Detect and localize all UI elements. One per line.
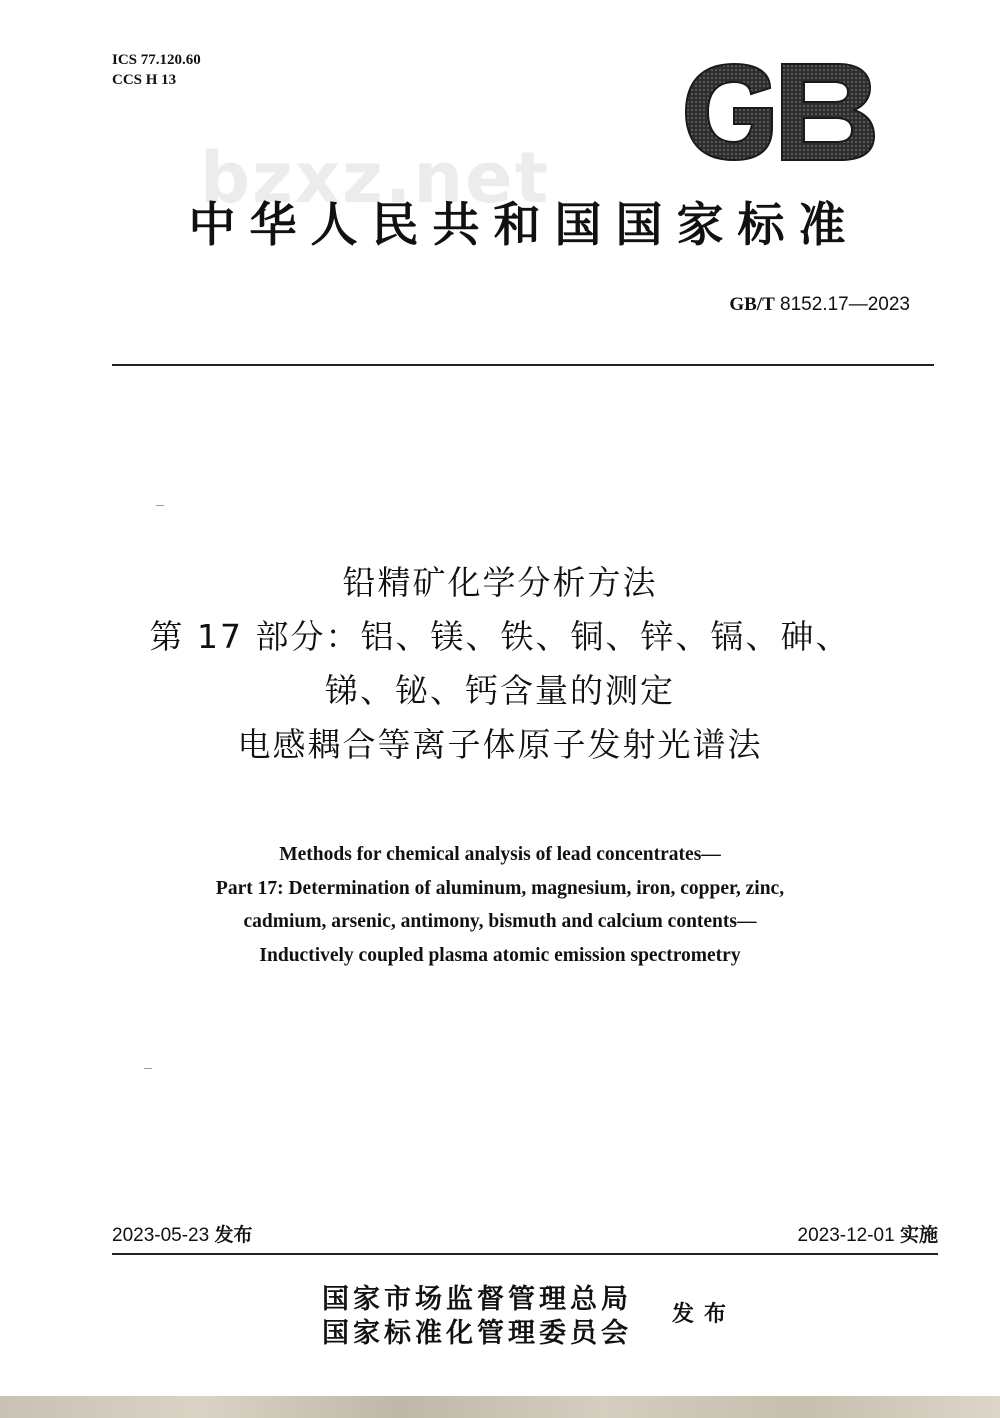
scan-speck [144, 1068, 152, 1069]
ccs-code: CCS H 13 [112, 72, 177, 88]
issue-date-value: 2023-05-23 [112, 1225, 210, 1246]
issue-date [112, 1222, 253, 1249]
chinese-title-line: 第 17 部分：铝、镁、铁、铜、锌、镉、砷、 [149, 617, 851, 656]
chinese-title-line: 锑、铋、钙含量的测定 [325, 671, 675, 710]
classification-codes [112, 50, 201, 90]
english-title-line: Methods for chemical analysis of lead concentrates— [279, 844, 721, 865]
english-title-line: Inductively coupled plasma atomic emission spectrometry [259, 944, 741, 966]
chinese-title [80, 556, 920, 772]
ics-code: ICS 77.120.60 [112, 52, 201, 68]
standard-number-value: 8152.17—2023 [780, 294, 910, 315]
issuer-org: 国家标准化管理委员会 [322, 1318, 632, 1349]
english-title-line: Part 17: Determination of aluminum, magnesium, iron, copper, zinc, [215, 877, 785, 899]
issue-date-label: 发布 [214, 1224, 253, 1246]
standard-number [729, 292, 910, 318]
implementation-date-value: 2023-12-01 [797, 1225, 895, 1246]
issuer-org: 国家市场监督管理总局 [322, 1284, 632, 1315]
issuing-organizations [322, 1283, 632, 1351]
gb-logo-letter-b [782, 64, 874, 160]
chinese-title-line: 电感耦合等离子体原子发射光谱法 [237, 725, 763, 764]
english-title-line: cadmium, arsenic, antimony, bismuth and calcium contents— [243, 911, 757, 932]
gb-logo-letter-g [686, 64, 772, 160]
implementation-date-label: 实施 [899, 1224, 938, 1246]
scan-edge-strip [0, 1396, 1000, 1418]
gb-logo [678, 60, 878, 164]
chinese-title-line: 铅精矿化学分析方法 [342, 563, 658, 602]
scan-speck [156, 505, 164, 506]
implementation-date [798, 1222, 939, 1249]
watermark: bzxz.net [200, 137, 551, 219]
national-standard-title: 中华人民共和国国家标准 [188, 198, 860, 253]
standard-number-prefix: GB/T [729, 294, 775, 315]
english-title [80, 838, 920, 972]
top-divider [112, 364, 934, 366]
publish-label: 发布 [672, 1301, 737, 1327]
bottom-divider [112, 1253, 938, 1255]
